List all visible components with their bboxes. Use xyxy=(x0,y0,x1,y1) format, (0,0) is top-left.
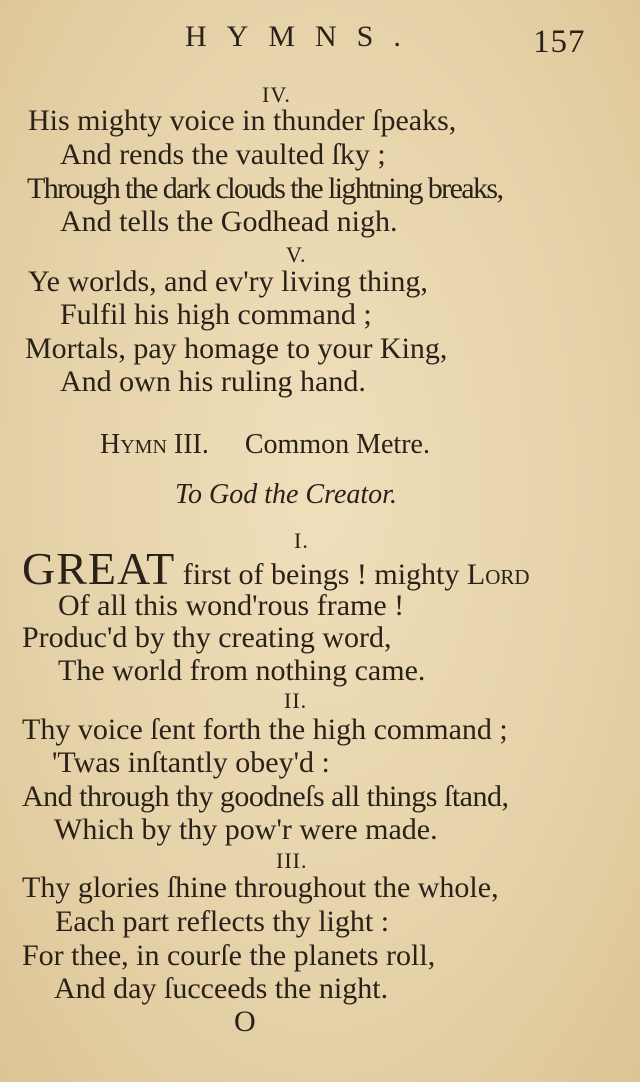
verse-line: Ye worlds, and ev'ry living thing, xyxy=(28,265,428,298)
hymn-metre: Common Metre. xyxy=(244,429,430,460)
verse-line: And through thy goodneſs all things ſtand, xyxy=(22,780,509,813)
verse-line: Thy glories ſhine throughout the whole, xyxy=(22,871,499,904)
verse-line: Fulfil his high command ; xyxy=(60,298,372,331)
lord-word: Lord xyxy=(466,558,530,591)
verse-line: Of all this wond'rous frame ! xyxy=(58,589,405,622)
dropcap-word: GREAT xyxy=(22,543,176,594)
page-number: 157 xyxy=(533,24,586,60)
verse-line: Produc'd by thy creating word, xyxy=(22,621,392,654)
verse-line: 'Twas inſtantly obey'd : xyxy=(52,746,330,779)
stanza-numeral: V. xyxy=(286,242,307,267)
verse-line: Mortals, pay homage to your King, xyxy=(25,332,448,365)
verse-line: Each part reflects thy light : xyxy=(55,905,390,938)
verse-line: And own his ruling hand. xyxy=(60,365,366,398)
verse-line: Thy voice ſent forth the high command ; xyxy=(22,713,508,746)
stanza-numeral: IV. xyxy=(262,82,291,107)
first-line-text: first of beings ! mighty xyxy=(182,558,460,591)
hymn-subtitle: To God the Creator. xyxy=(175,479,397,510)
running-title: HYMNS. xyxy=(185,20,421,53)
verse-line: For thee, in courſe the planets roll, xyxy=(22,939,436,972)
hymn-number: Hymn III. xyxy=(100,429,209,460)
verse-line: His mighty voice in thunder ſpeaks, xyxy=(28,104,457,137)
verse-line: Through the dark clouds the lightning breaks, xyxy=(27,172,503,205)
verse-line: And rends the vaulted ſky ; xyxy=(60,138,386,171)
verse-line: Which by thy pow'r were made. xyxy=(54,813,438,846)
catchword: O xyxy=(234,1005,256,1038)
verse-line-first xyxy=(22,543,530,594)
page-header xyxy=(0,18,640,58)
verse-line: And tells the Godhead nigh. xyxy=(60,205,398,238)
verse-line: The world from nothing came. xyxy=(58,654,426,687)
stanza-numeral: I. xyxy=(294,528,309,553)
verse-line: And day ſucceeds the night. xyxy=(54,972,389,1005)
stanza-numeral: II. xyxy=(284,688,308,713)
hymn-heading xyxy=(100,428,430,462)
stanza-numeral: III. xyxy=(276,848,308,873)
